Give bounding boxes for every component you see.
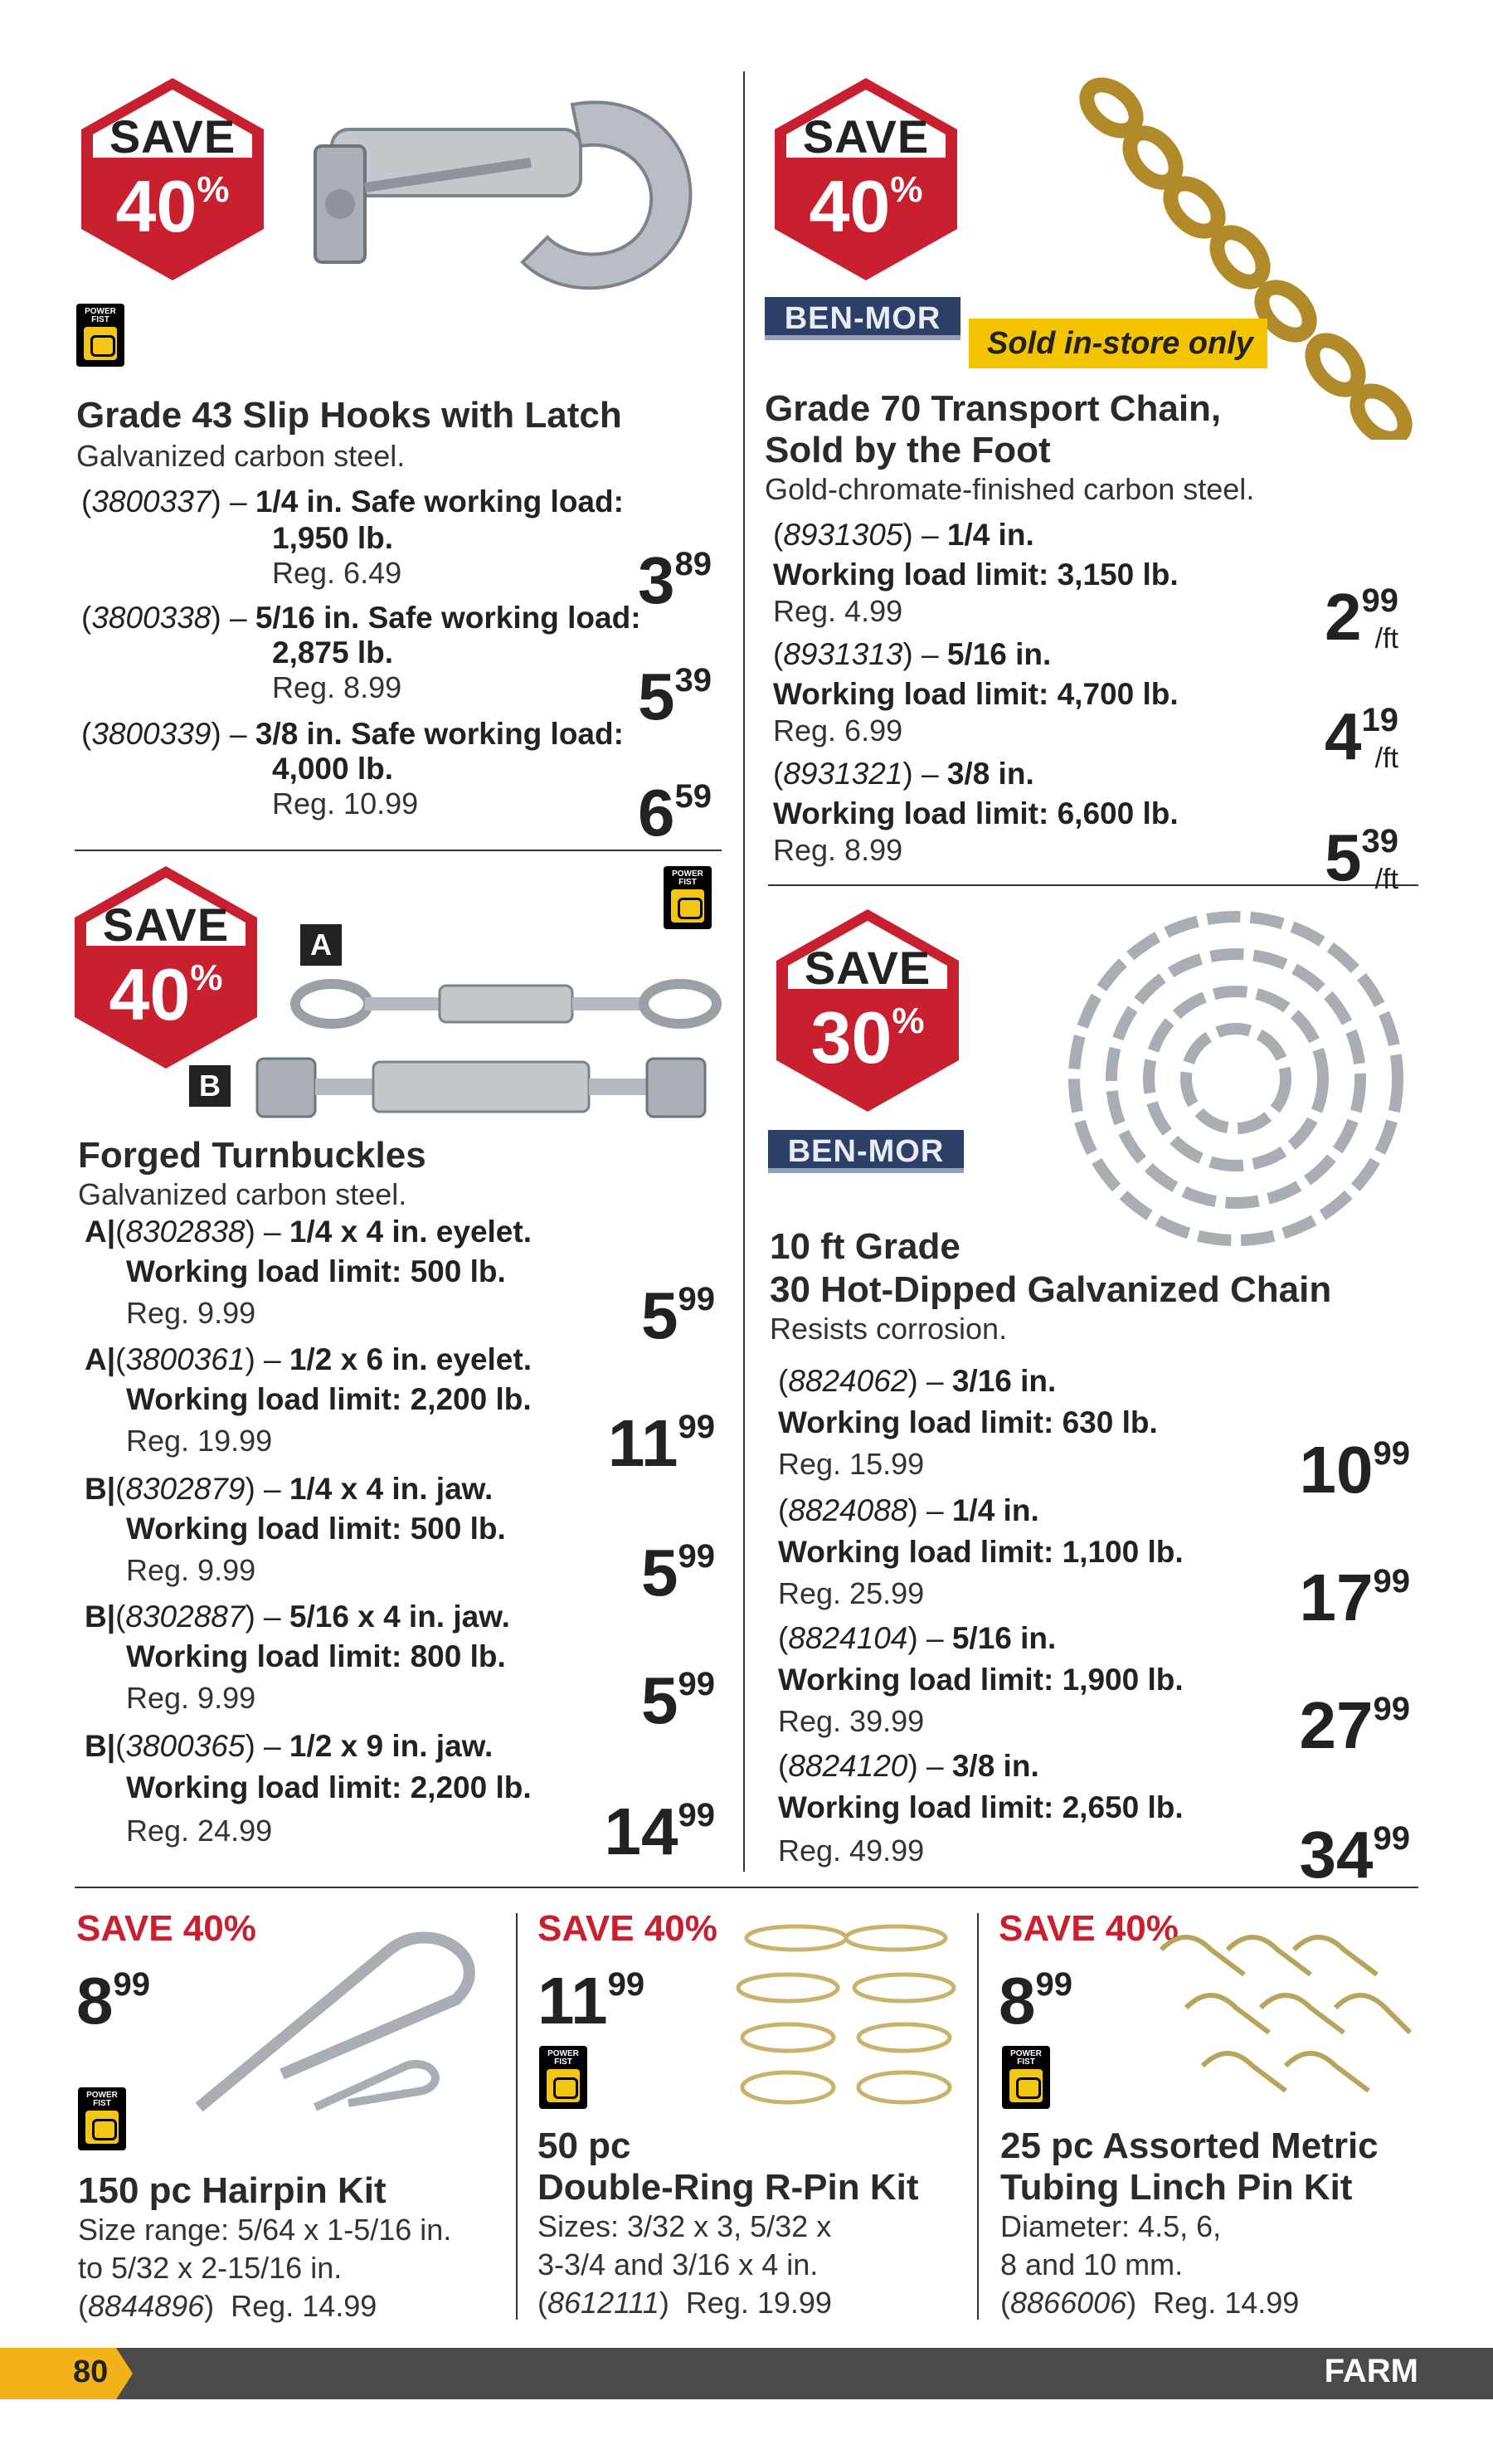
turnbuckles-title: Forged Turnbuckles bbox=[78, 1135, 426, 1176]
footer-bar bbox=[0, 2348, 1493, 2399]
linch-pin-kit-image bbox=[1153, 1916, 1418, 2099]
linchpin-title-1: 25 pc Assorted Metric bbox=[1000, 2126, 1379, 2166]
galv-chain-subtitle: Resists corrosion. bbox=[770, 1312, 1008, 1346]
section-label: FARM bbox=[1324, 2353, 1418, 2389]
transport-chain-title-2: Sold by the Foot bbox=[765, 430, 1051, 470]
price: $4^{19}$ /ft bbox=[1325, 699, 1398, 774]
linchpin-desc-1: Diameter: 4.5, 6, bbox=[1000, 2209, 1222, 2243]
turnbuckle-jaw-image bbox=[249, 1042, 713, 1133]
power-fist-logo-rpin: POWER FIST bbox=[539, 2046, 587, 2109]
hairpin-sku-reg: (8844896) Reg. 14.99 bbox=[78, 2289, 377, 2323]
transport-chain-subtitle: Gold-chromate-finished carbon steel. bbox=[765, 472, 1255, 506]
rpin-sku-reg: (8612111) Reg. 19.99 bbox=[537, 2286, 832, 2320]
rpin-desc-1: Sizes: 3/32 x 3, 5/32 x bbox=[537, 2209, 832, 2243]
right-mid-divider bbox=[768, 884, 1418, 886]
rpin-kit-image bbox=[730, 1913, 970, 2121]
page-number: 80 bbox=[73, 2354, 109, 2389]
save-badge-hooks bbox=[80, 76, 265, 282]
fist-icon bbox=[1009, 2069, 1043, 2102]
hooks-subtitle: Galvanized carbon steel. bbox=[76, 439, 406, 473]
linchpin-title-2: Tubing Linch Pin Kit bbox=[1000, 2167, 1353, 2208]
center-divider bbox=[743, 71, 745, 1872]
hairpin-save-label: SAVE 40% bbox=[76, 1908, 256, 1949]
hooks-title: Grade 43 Slip Hooks with Latch bbox=[76, 395, 622, 436]
rpin-price: $11^{99}$ bbox=[537, 1964, 645, 2038]
fist-icon bbox=[85, 2111, 119, 2144]
fist-icon bbox=[84, 327, 117, 360]
price: $5^{99}$ bbox=[641, 1278, 715, 1352]
power-fist-logo-hairpin: POWER FIST bbox=[78, 2087, 126, 2150]
price: $5^{99}$ bbox=[641, 1536, 715, 1609]
badge-pct-symbol: % bbox=[197, 169, 230, 210]
power-fist-logo-hooks: POWER FIST bbox=[76, 304, 124, 367]
label-b: B bbox=[189, 1065, 231, 1107]
power-fist-logo-turnbuckles: POWER FIST bbox=[664, 866, 712, 929]
price: $5^{39}$ /ft bbox=[1325, 821, 1398, 895]
transport-chain-image bbox=[1070, 75, 1418, 440]
turnbuckle-eyelet-image bbox=[290, 971, 722, 1037]
price: $27^{99}$ bbox=[1299, 1688, 1410, 1762]
price: $2^{99}$ /ft bbox=[1325, 580, 1398, 655]
page-number-tab bbox=[0, 2348, 133, 2399]
galv-chain-title-1: 10 ft Grade bbox=[770, 1226, 960, 1267]
ben-mor-logo-galv: BEN-MOR bbox=[768, 1130, 964, 1173]
linchpin-price: $8^{99}$ bbox=[999, 1964, 1072, 2038]
price: $5^{99}$ bbox=[641, 1663, 715, 1737]
hairpin-desc-1: Size range: 5/64 x 1-5/16 in. bbox=[78, 2213, 452, 2247]
turnbuckles-subtitle: Galvanized carbon steel. bbox=[78, 1177, 407, 1211]
galv-chain-title-2: 30 Hot-Dipped Galvanized Chain bbox=[770, 1269, 1332, 1310]
price: $10^{99}$ bbox=[1299, 1433, 1410, 1507]
badge-save-text: SAVE bbox=[109, 110, 236, 163]
hairpin-image bbox=[182, 1908, 514, 2132]
bottom-divider-1 bbox=[516, 1913, 518, 2320]
linchpin-save-label: SAVE 40% bbox=[999, 1908, 1179, 1949]
power-fist-logo-linchpin: POWER FIST bbox=[1002, 2046, 1050, 2109]
bottom-divider-2 bbox=[977, 1913, 979, 2320]
ben-mor-logo-transport: BEN-MOR bbox=[765, 297, 960, 340]
rpin-desc-2: 3-3/4 and 3/16 x 4 in. bbox=[537, 2247, 819, 2281]
bottom-divider bbox=[75, 1887, 1418, 1888]
rpin-title-2: Double-Ring R-Pin Kit bbox=[537, 2167, 919, 2208]
transport-chain-title-1: Grade 70 Transport Chain, bbox=[765, 388, 1222, 429]
galvanized-chain-image bbox=[1053, 896, 1418, 1261]
save-badge-turnbuckles: SAVE 40% bbox=[73, 864, 259, 1070]
price: $6^{59}$ bbox=[638, 776, 712, 850]
fist-icon bbox=[671, 889, 704, 923]
price: $5^{39}$ bbox=[638, 660, 712, 733]
hairpin-title: 150 pc Hairpin Kit bbox=[78, 2170, 387, 2211]
linchpin-sku-reg: (8866006) Reg. 14.99 bbox=[1000, 2286, 1300, 2320]
price: $14^{99}$ bbox=[604, 1794, 715, 1868]
slip-hook-image bbox=[299, 71, 713, 320]
linchpin-desc-2: 8 and 10 mm. bbox=[1000, 2247, 1184, 2281]
fist-icon bbox=[547, 2069, 580, 2102]
price: $3^{89}$ bbox=[638, 543, 712, 617]
hairpin-price: $8^{99}$ bbox=[76, 1964, 150, 2038]
save-badge-galv-chain: SAVE 30% bbox=[775, 908, 960, 1113]
rpin-title-1: 50 pc bbox=[537, 2126, 631, 2166]
price: $34^{99}$ bbox=[1299, 1818, 1410, 1892]
hairpin-desc-2: to 5/32 x 2-15/16 in. bbox=[78, 2251, 343, 2285]
price: $17^{99}$ bbox=[1299, 1561, 1410, 1634]
left-mid-divider bbox=[75, 850, 722, 851]
rpin-save-label: SAVE 40% bbox=[537, 1908, 717, 1949]
sold-in-store-banner: Sold in-store only bbox=[969, 319, 1267, 368]
price: $11^{99}$ bbox=[607, 1406, 715, 1480]
label-a: A bbox=[300, 924, 342, 966]
badge-pct: 40 bbox=[115, 165, 197, 247]
save-badge-transport-chain: SAVE 40% bbox=[773, 76, 959, 282]
